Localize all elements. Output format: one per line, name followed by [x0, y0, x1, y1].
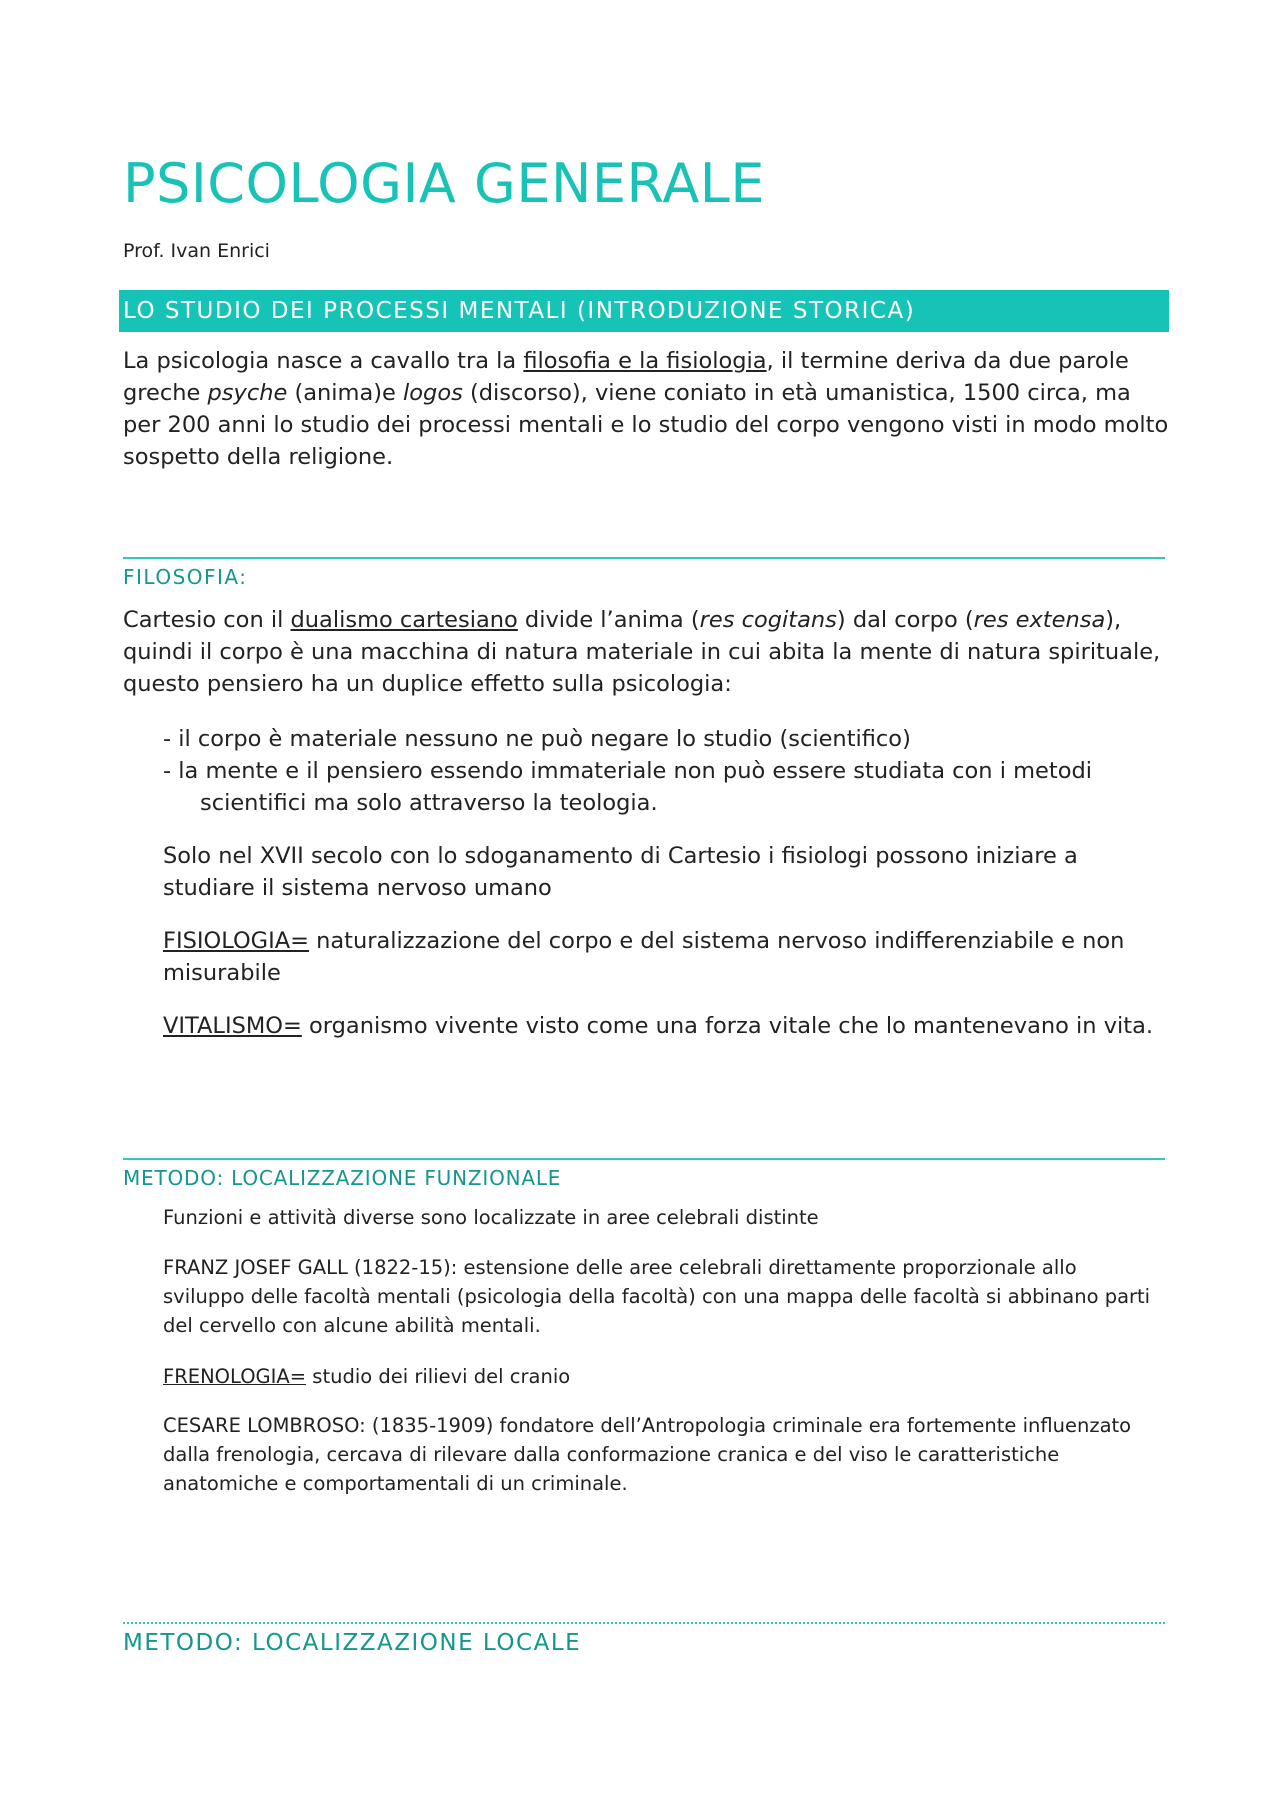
bullet-item: - la mente e il pensiero essendo immateriale non può essere studiata con i metodi	[163, 758, 1092, 784]
intro-underline: filosofia e la fisiologia	[523, 348, 767, 374]
gall-paragraph: FRANZ JOSEF GALL (1822-15): estensione delle aree celebrali direttamente proporzionale allo sviluppo delle facoltà mentali (psicologia della facoltà) con una mappa delle facoltà si abbinano parti del cervello con alcune abilità mentali.	[163, 1256, 1151, 1337]
metodo-locale-heading: METODO: LOCALIZZAZIONE LOCALE	[123, 1630, 582, 1656]
vitalismo-definition: VITALISMO= organismo vivente visto come una forza vitale che lo mantenevano in vita.	[163, 1013, 1154, 1039]
vitalismo-term: VITALISMO=	[163, 1013, 302, 1039]
intro-paragraph: La psicologia nasce a cavallo tra la filosofia e la fisiologia, il termine deriva da due parole greche psyche (anima)e logos (discorso), viene coniato in età umanistica, 1500 circa, ma per 200 anni lo studio dei processi mentali e lo studio del corpo vengono visti in modo molto sospetto della religione.	[123, 348, 1169, 470]
dualismo-underline: dualismo cartesiano	[290, 607, 518, 633]
section-divider	[123, 557, 1165, 559]
filosofia-paragraph: Cartesio con il dualismo cartesiano divide l’anima (res cogitans) dal corpo (res extensa), quindi il corpo è una macchina di natura materiale in cui abita la mente di natura spirituale, questo pensiero ha un duplice effetto sulla psicologia:	[123, 607, 1161, 697]
frenologia-term: FRENOLOGIA=	[163, 1365, 307, 1388]
metodo-funzionale-heading: METODO: LOCALIZZAZIONE FUNZIONALE	[123, 1166, 562, 1190]
frenologia-definition: FRENOLOGIA= studio dei rilievi del cranio	[163, 1365, 571, 1388]
filosofia-heading: FILOSOFIA:	[123, 565, 248, 589]
fisiologia-term: FISIOLOGIA=	[163, 928, 309, 954]
section-divider	[123, 1158, 1165, 1160]
section-divider-dotted	[123, 1622, 1165, 1624]
lombroso-paragraph: CESARE LOMBROSO: (1835-1909) fondatore dell’Antropologia criminale era fortemente influenzato dalla frenologia, cercava di rilevare dalla conformazione cranica e del viso le caratteristiche anatomiche e comportamentali di un criminale.	[163, 1414, 1132, 1495]
bullet-continuation: scientifici ma solo attraverso la teologia.	[200, 790, 658, 816]
page-subtitle: Prof. Ivan Enrici	[123, 240, 270, 262]
bullet-item: - il corpo è materiale nessuno ne può negare lo studio (scientifico)	[163, 726, 911, 752]
metodo-paragraph: Funzioni e attività diverse sono localizzate in aree celebrali distinte	[163, 1206, 819, 1229]
document-page	[123, 0, 1173, 1811]
section-band: LO STUDIO DEI PROCESSI MENTALI (INTRODUZIONE STORICA)	[119, 290, 1169, 332]
fisiologia-definition: FISIOLOGIA= naturalizzazione del corpo e del sistema nervoso indifferenziabile e non misurabile	[163, 928, 1125, 986]
page-title: PSICOLOGIA GENERALE	[123, 152, 765, 215]
xvii-paragraph: Solo nel XVII secolo con lo sdoganamento di Cartesio i fisiologi possono iniziare a studiare il sistema nervoso umano	[163, 843, 1078, 901]
